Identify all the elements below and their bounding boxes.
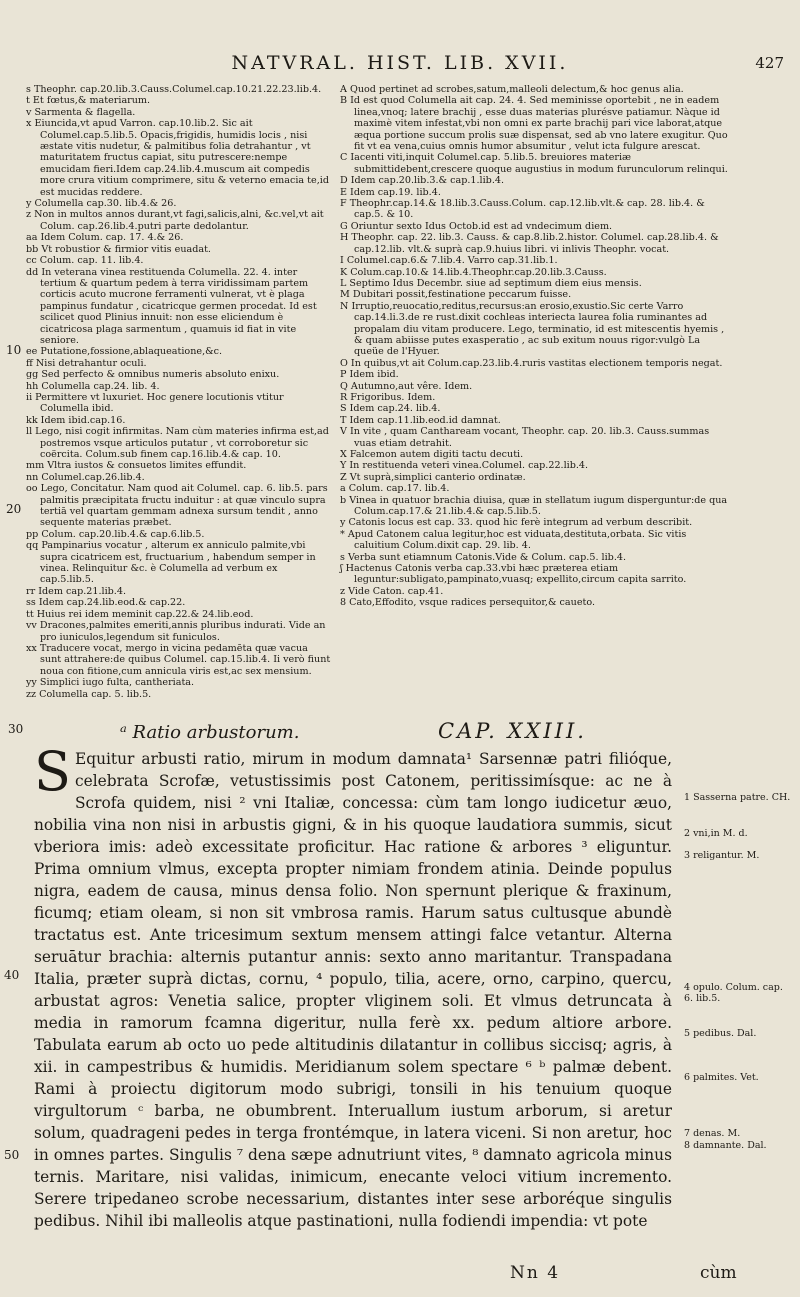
right-notes-column — [340, 84, 732, 609]
line-number: 40 — [4, 968, 20, 982]
catchword: cùm — [700, 1263, 737, 1283]
annotation-note: ss Idem cap.24.lib.eod.& cap.22. — [26, 597, 186, 609]
annotation-note: t Et fœtus,& materiarum. — [26, 95, 151, 107]
annotation-note: V In vite , quam Canthaream vocant, Theophr. cap. 20. lib.3. Causs.summas vuas etiam detrahit. — [340, 426, 710, 449]
annotation-note: C Iacenti viti,inquit Columel.cap. 5.lib.5. breuiores materiæ submittidebent,crescere quoque augustius in modum furunculorum relinqui. — [340, 152, 728, 175]
annotation-note: y Columella cap.30. lib.4.& 26. — [26, 198, 177, 210]
annotation-note: z Non in multos annos durant,vt fagi,salicis,alni, &c.vel,vt ait Colum. cap.26.lib.4.putri parte dedolantur. — [26, 209, 324, 232]
chapter-subtitle: ᵃ Ratio arbustorum. — [120, 722, 300, 743]
chapter-number: CAP. XXIII. — [438, 719, 587, 743]
annotation-note: yy Simplici iugo fulta, cantheriata. — [26, 677, 195, 689]
annotation-note: Q Autumno,aut vêre. Idem. — [340, 380, 473, 392]
margin-note: 7 denas. M. — [684, 1128, 741, 1139]
annotation-note: s Verba sunt etiamnum Catonis.Vide & Colum. cap.5. lib.4. — [340, 551, 627, 563]
annotation-note: M Dubitari possit,festinatione peccarum fuisse. — [340, 289, 572, 301]
annotation-note: kk Idem ibid.cap.16. — [26, 414, 126, 426]
left-notes-column — [26, 84, 332, 700]
line-number: 10 — [6, 343, 22, 357]
line-number: 30 — [8, 722, 24, 736]
annotation-note: ʃ Hactenus Catonis verba cap.33.vbi hæc præterea etiam leguntur:subligato,pampinato,vuasq; expellito,circum capita sarrito. — [340, 563, 687, 586]
annotation-note: b Vinea in quatuor brachia diuisa, quæ in stellatum iugum disperguntur:de qua Colum.cap.17.& 21.lib.4.& cap.5.lib.5. — [340, 494, 728, 518]
page-number: 427 — [755, 54, 784, 72]
page-footer — [0, 1263, 800, 1287]
annotation-note: hh Columella cap.24. lib. 4. — [26, 380, 160, 392]
annotation-note: ll Lego, nisi cogit infirmitas. Nam cùm materies infirma est,ad postremos vsque articulos putatur , vt corroboretur sic coërcita. Colum.sub finem cap.16.lib.4.& cap. 10. — [26, 426, 329, 460]
annotation-note: D Idem cap.20.lib.3.& cap.1.lib.4. — [340, 175, 505, 187]
annotation-note: aa Idem Colum. cap. 17. 4.& 26. — [26, 232, 184, 244]
annotation-note: P Idem ibid. — [340, 369, 399, 381]
annotation-note: s Theophr. cap.20.lib.3.Causs.Columel.cap.10.21.22.23.lib.4. — [26, 84, 322, 95]
margin-note: 4 opulo. Colum. cap. 6. lib.5. — [684, 982, 783, 1004]
annotation-note: Z Vt suprà,simplici canterio ordinatæ. — [340, 471, 526, 483]
annotation-note: N Irruptio,reuocatio,reditus,recursus:an erosio,exustio.Sic certe Varro cap.14.li.3.de re rust.dixit cochleas interiecta laurea folia ruminantes ad propalam diu vitam producere. Lego, terminatio, id est mitescentis hyemis , & quam abiisse putes exasperatio , ac sub exitum nouus rigor:vulgò La queüe de l'Hyuer. — [340, 300, 725, 358]
annotation-note: mm Vltra iustos & consuetos limites effundit. — [26, 460, 247, 472]
annotation-note: dd In veterana vinea restituenda Columella. 22. 4. inter tertium & quartum pedem à terra viridissimam partem corticis acuto mucrone ferramenti vulnerat, vt è plaga pampinus fundatur , cicatricque germen procedat. Id est scilicet quod Plinius innuit: non esse eliciendum è cicatricosa plaga sarmentum , quamuis id fiat in vite seniore. — [26, 266, 317, 346]
annotation-note: 8 Cato,Effodito, vsque radices persequitor,& caueto. — [340, 597, 596, 609]
annotation-note: B Id est quod Columella ait cap. 24. 4. Sed meminisse oportebit , ne in eadem linea,vnoq; latere brachij , esse duas materias plurésve patiamur. Nàque id maximè vitem infestat,vbi non omni ex parte brachij pari vice laborat,atque æqua portione succum prolis suæ dispensat, sed ab vno latere exugitur. Quo fit vt ea vena,cuius omnis humor absumitur , velut icta fulgure arescat. — [340, 95, 728, 153]
annotation-note: v Sarmenta & flagella. — [26, 106, 136, 118]
annotation-note: A Quod pertinet ad scrobes,satum,malleoli delectum,& hoc genus alia. — [340, 84, 684, 95]
main-text — [34, 740, 672, 1232]
signature-mark: Nn 4 — [510, 1263, 561, 1283]
drop-cap: S — [34, 740, 71, 803]
margin-note: 6 palmites. Vet. — [684, 1072, 759, 1083]
annotation-note: pp Colum. cap.20.lib.4.& cap.6.lib.5. — [26, 528, 205, 540]
line-number: 50 — [4, 1148, 20, 1162]
annotation-note: qq Pampinarius vocatur , alterum ex anniculo palmite,vbi supra cicatricem est, fructuarium , habendum semper in vinea. Relinquitur &c. è Columella ad verbum ex cap.5.lib.5. — [26, 540, 316, 586]
annotation-note: I Columel.cap.6.& 7.lib.4. Varro cap.31.lib.1. — [340, 255, 558, 267]
annotation-note: X Falcemon autem digiti tactu decuti. — [340, 449, 524, 460]
annotation-note: F Theophr.cap.14.& 18.lib.3.Causs.Colum. cap.12.lib.vlt.& cap. 28. lib.4. & cap.5. & 10. — [340, 198, 705, 221]
margin-note: 8 damnante. Dal. — [684, 1140, 767, 1151]
annotation-note: K Colum.cap.10.& 14.lib.4.Theophr.cap.20.lib.3.Causs. — [340, 266, 607, 278]
annotation-note: xx Traducere vocat, mergo in vicina pedamēta quæ vacua sunt attrahere:de quibus Columel. cap.15.lib.4. Ii verò fiunt noua con fitione,cum annicula viris est,ac sex mensium. — [26, 642, 331, 677]
annotation-note: E Idem cap.19. lib.4. — [340, 186, 441, 198]
main-paragraph: Equitur arbusti ratio, mirum in modum damnata¹ Sarsennæ patri filióque, celebrata Scrofæ, vetustissimis post Catonem, peritissimísque: ac ne à Scrofa quidem, nisi ² vni Italiæ, concessa: cùm tam longo iudicetur æuo, nobilia vina non nisi in arbustis gigni, & in his quoque laudatiora summis, sicut vberiora imis: adeò excessitate proficitur. Hac ratione & arbores ³ eliguntur. Prima omnium vlmus, excepta propter nimiam frondem atinia. Deinde populus nigra, eadem de causa, minus densa folio. Non spernunt plerique & fraxinum, ficumq; etiam oleam, si non sit vmbrosa ramis. Harum satus cultusque abundè tractatus est. Ante tricesimum sextum mensem attingi falce vetantur. Alterna seruātur brachia: alternis putantur annis: sexto anno maritantur. Transpadana Italia, præter suprà dictas, cornu, ⁴ populo, tilia, acere, orno, carpino, quercu, arbustat agros: Venetia salice, propter vliginem soli. Et vlmus detruncata à media in ramorum fcamna digeritur, nulla ferè xx. pedum altiore arbore. Tabulata earum ab octo uo pede altitudinis dilatantur in collibus siccisq; agris, à xii. in campestribus & humidis. Meridianum solem spectare ⁶ ᵇ palmæ debent. Rami à proiectu digitorum modo subrigi, tonsili in his tenuium quoque virgultorum ᶜ barba, ne obumbrent. Interuallum iustum arborum, si aretur solum, quadrageni pedes in terga frontémque, in latera viceni. Si non aretur, hoc in omnes partes. Singulis ⁷ dena sæpe adnutriunt vites, ⁸ damnato agricola minus ternis. Maritare, nisi validas, inimicum, enecante veloci vitium incremento. Serere tripedaneo scrobe necessarium, distantes inter sese arboréque singulis pedibus. Nihil ibi malleolis atque pastinationi, nulla fodiendi impendia: vt pote — [34, 750, 672, 1230]
annotation-note: O In quibus,vt ait Colum.cap.23.lib.4.ruris vastitas electionem temporis negat. — [340, 357, 723, 369]
annotation-note: oo Lego, Concitatur. Nam quod ait Columel. cap. 6. lib.5. pars palmitis præcipitata fructu induitur : at quæ vinculo supra tertiā vel quartam gemmam adnexa sursum tendit , anno sequente materias præbet. — [26, 483, 328, 529]
annotation-note: * Apud Catonem calua legitur,hoc est viduata,destituta,orbata. Sic vitis caluitium Colum.dixit cap. 29. lib. 4. — [340, 528, 687, 552]
annotation-note: L Septimo Idus Decembr. siue ad septimum diem eius mensis. — [340, 277, 642, 289]
line-number: 20 — [6, 502, 22, 516]
margin-note: 5 pedibus. Dal. — [684, 1028, 757, 1039]
annotation-note: vv Dracones,palmites emeriti,annis pluribus indurati. Vide an pro iuniculos,legendum sit funiculos. — [26, 620, 326, 643]
annotation-note: rr Idem cap.21.lib.4. — [26, 585, 126, 597]
annotation-note: y Catonis locus est cap. 33. quod hic ferè integrum ad verbum describit. — [340, 517, 693, 529]
running-header — [0, 52, 800, 78]
margin-note: 3 religantur. M. — [684, 850, 760, 861]
chapter-heading — [0, 719, 800, 747]
annotation-note: gg Sed perfecto & omnibus numeris absoluto enixu. — [26, 369, 280, 381]
annotation-note: G Oriuntur sexto Idus Octob.id est ad vndecimum diem. — [340, 220, 613, 232]
annotation-note: T Idem cap.11.lib.eod.id damnat. — [340, 414, 501, 426]
annotation-note: S Idem cap.24. lib.4. — [340, 403, 441, 415]
annotation-note: nn Columel.cap.26.lib.4. — [26, 471, 145, 483]
margin-note: 2 vni,in M. d. — [684, 828, 748, 839]
annotation-note: z Vide Caton. cap.41. — [340, 585, 444, 597]
running-title: NATVRAL. HIST. LIB. XVII. — [231, 52, 569, 74]
annotation-note: ff Nisi detrahantur oculi. — [26, 357, 147, 369]
annotation-note: tt Huius rei idem meminit cap.22.& 24.lib.eod. — [26, 608, 254, 620]
annotation-note: bb Vt robustior & firmior vitis euadat. — [26, 243, 211, 255]
annotation-note: cc Colum. cap. 11. lib.4. — [26, 255, 144, 267]
annotation-note: zz Columella cap. 5. lib.5. — [26, 688, 152, 700]
annotation-note: ee Putatione,fossione,ablaqueatione,&c. — [26, 346, 223, 358]
annotation-note: R Frigoribus. Idem. — [340, 391, 436, 403]
annotation-note: ii Permittere vt luxuriet. Hoc genere locutionis vtitur Columella ibid. — [26, 391, 284, 415]
margin-note: 1 Sasserna patre. CH. — [684, 792, 791, 803]
annotation-note: a Colum. cap.17. lib.4. — [340, 483, 450, 495]
annotation-note: x Eiuncida,vt apud Varron. cap.10.lib.2. Sic ait Columel.cap.5.lib.5. Opacis,frigidis, humidis locis , nisi æstate vitis nudetur, & palmitibus folia detrahantur , vt maturitatem fructus capiat, situ putrescere:nempe emucidam fieri.Idem cap.24.lib.4.muscum ait compedis more crura vitium comprimere, situ & veterno emacia te,id est mucidas reddere. — [26, 118, 329, 198]
annotation-note: Y In restituenda veteri vinea.Columel. cap.22.lib.4. — [340, 460, 589, 472]
annotation-note: H Theophr. cap. 22. lib.3. Causs. & cap.8.lib.2.histor. Columel. cap.28.lib.4. & cap.12.lib. vlt.& suprà cap.9.huius libri. vi inlivis Theophr. vocat. — [340, 232, 719, 255]
